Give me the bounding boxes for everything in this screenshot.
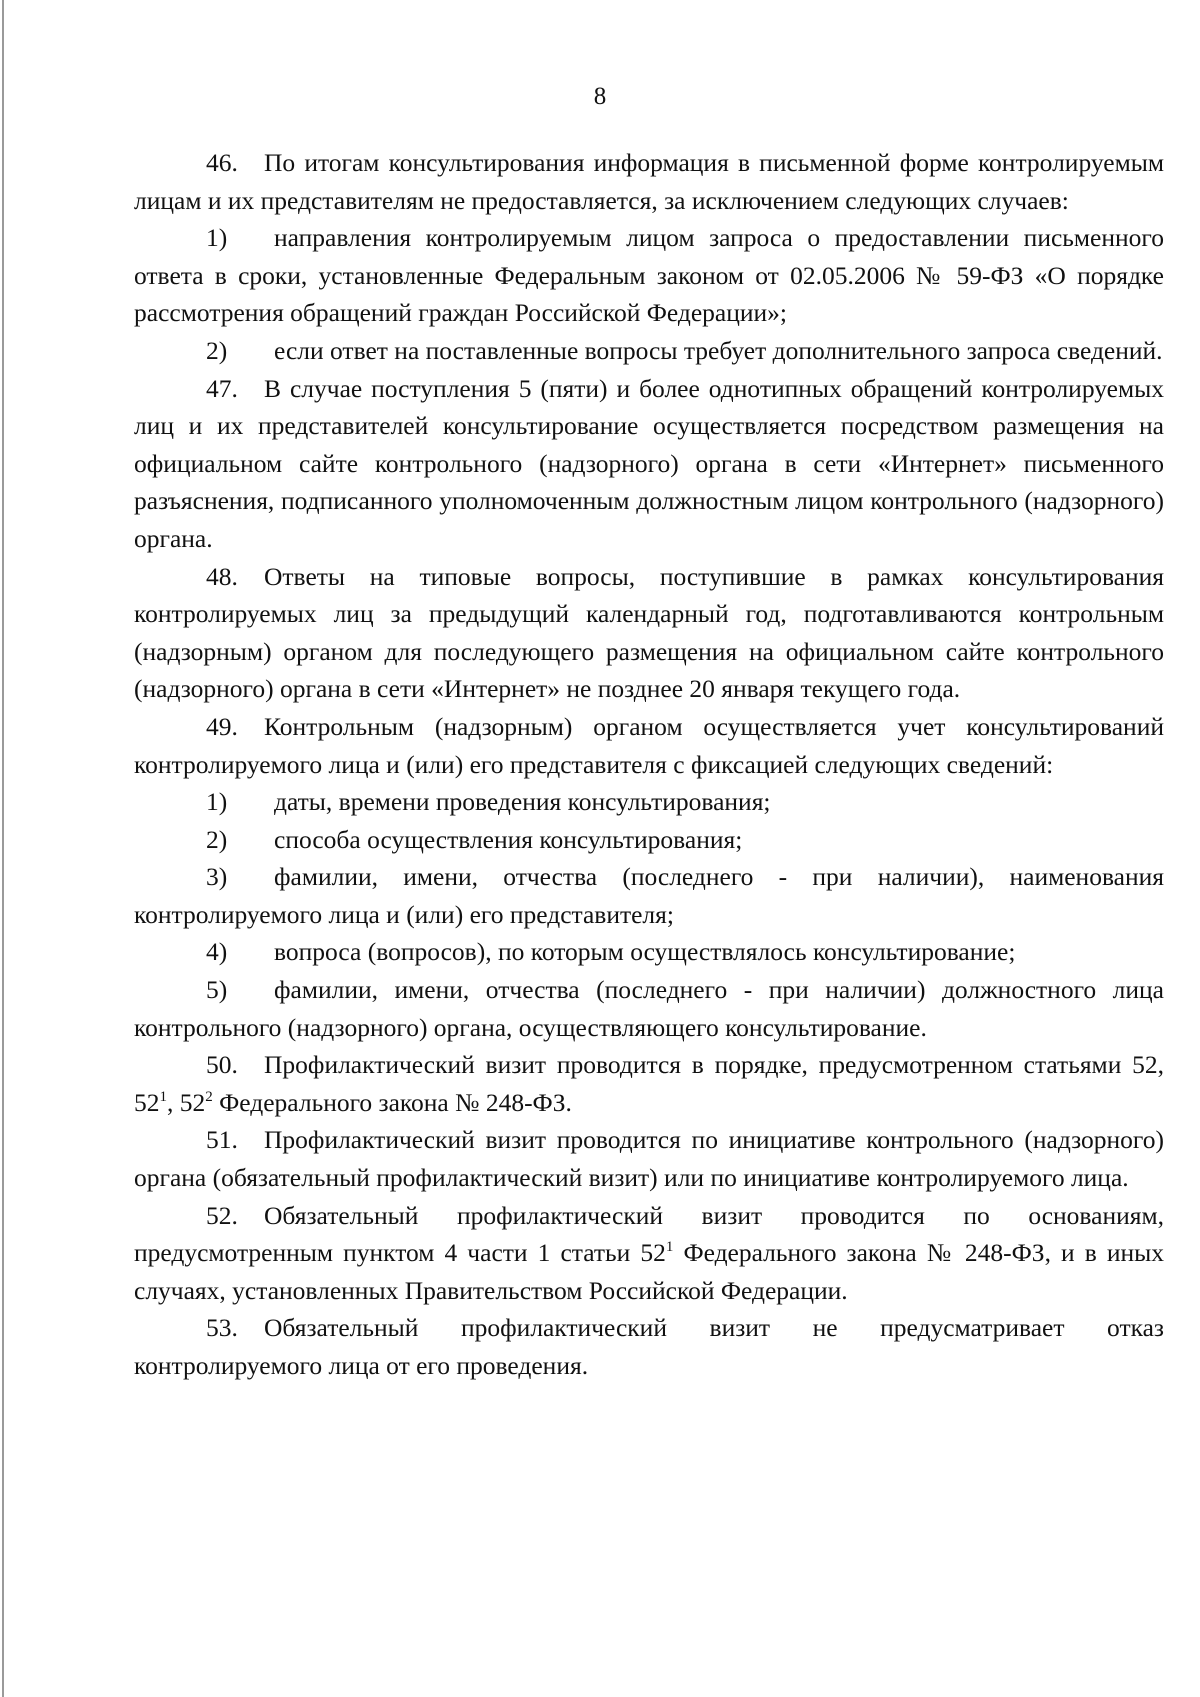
superscript: 2 [205,1088,213,1105]
item-number: 2) [206,335,228,365]
paragraph-49 [134,708,1164,783]
item-number: 1) [206,787,228,817]
paragraph-51 [134,1121,1164,1196]
paragraph-text-part: Профилактический визит проводится в порядке, предусмотренном статьями 52, 52 [134,1050,1164,1117]
paragraph-53 [134,1309,1164,1384]
superscript: 1 [159,1088,167,1105]
list-item-49-2 [134,821,1164,859]
item-text: направления контролируемым лицом запроса о предоставлении письменного ответа в сроки, установленные Федеральным законом от 02.05.2006 № 59-ФЗ «О порядке рассмотрения обращений граждан Российской Федерации»; [134,223,1164,328]
item-number: 2) [206,824,228,854]
paragraph-text: Обязательный профилактический визит не предусматривает отказ контролируемого лица от его проведения. [134,1313,1164,1380]
paragraph-48 [134,558,1164,708]
list-item-46-1 [134,219,1164,332]
item-text: способа осуществления консультирования; [274,824,743,854]
item-text: фамилии, имени, отчества (последнего - при наличии) должностного лица контрольного (надзорного) органа, осуществляющего консультирование. [134,975,1164,1042]
paragraph-number: 50. [206,1050,238,1080]
paragraph-text: Профилактический визит проводится по инициативе контрольного (надзорного) органа (обязательный профилактический визит) или по инициативе контролируемого лица. [134,1125,1164,1193]
paragraph-text: В случае поступления 5 (пяти) и более однотипных обращений контролируемых лиц и их представителей консультирование осуществляется посредством размещения на официальном сайте контрольного (надзорного) органа в сети «Интернет» письменного разъяснения, подписанного уполномоченным должностным лицом контрольного (надзорного) органа. [134,373,1164,553]
paragraph-text: По итогам консультирования информация в письменной форме контролируемым лицам и их представителям не предоставляется, за исключением следующих случаев: [134,148,1164,215]
paragraph-number: 48. [206,561,238,591]
paragraph-number: 52. [206,1200,238,1230]
superscript: 1 [665,1239,674,1256]
item-number: 4) [206,937,228,967]
paragraph-number: 53. [206,1313,238,1343]
item-number: 5) [206,975,228,1005]
item-text: даты, времени проведения консультирования; [274,787,771,817]
list-item-49-1 [134,783,1164,821]
paragraph-number: 46. [206,148,238,177]
list-item-46-2 [134,332,1164,370]
page-number: 8 [593,83,607,110]
paragraph-text-part: Федерального закона № 248-ФЗ, и в иных случаях, установленных Правительством Российской Федерации. [134,1238,1165,1305]
item-number: 3) [206,862,228,892]
item-text: вопроса (вопросов), по которым осуществлялось консультирование; [274,937,1016,967]
scan-edge-line [2,0,4,1697]
list-item-49-4 [134,933,1164,971]
paragraph-text: Ответы на типовые вопросы, поступившие в рамках консультирования контролируемых лиц за предыдущий календарный год, подготавливаются контрольным (надзорным) органом для последующего размещения на официальном сайте контрольного (надзорного) органа в сети «Интернет» не позднее 20 января текущего года. [134,561,1164,704]
paragraph-text-part: , 52 [167,1087,206,1117]
item-text: фамилии, имени, отчества (последнего - при наличии), наименования контролируемого лица и (или) его представителя; [134,862,1164,929]
document-body [134,144,1164,1385]
list-item-49-5 [134,971,1164,1046]
paragraph-text-part: Обязательный профилактический визит проводится по основаниям, предусмотренным пунктом 4 части 1 статьи 52 [134,1200,1164,1268]
paragraph-47 [134,370,1164,558]
paragraph-text: Контрольным (надзорным) органом осуществляется учет консультирований контролируемого лица и (или) его представителя с фиксацией следующих сведений: [134,711,1164,779]
paragraph-50 [134,1046,1164,1121]
item-number: 1) [206,223,228,253]
paragraph-text-part: Федерального закона № 248-ФЗ. [212,1087,572,1117]
paragraph-number: 49. [206,711,238,741]
paragraph-46 [134,144,1164,219]
item-text: если ответ на поставленные вопросы требует дополнительного запроса сведений. [274,335,1163,365]
paragraph-number: 51. [206,1125,238,1155]
list-item-49-3 [134,858,1164,933]
paragraph-number: 47. [206,373,238,403]
paragraph-52 [134,1197,1164,1310]
